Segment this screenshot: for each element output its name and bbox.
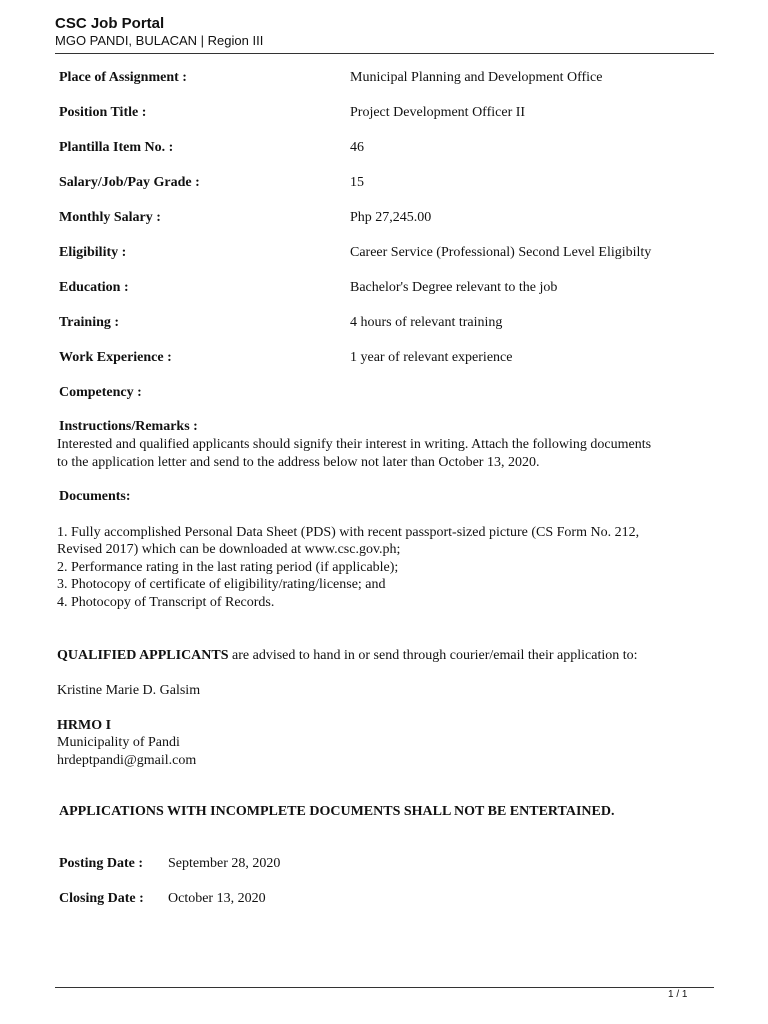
instructions-line: Interested and qualified applicants should signify their interest in writing. Attach the following documents [57,437,652,452]
field-label-monthly-salary: Monthly Salary : [59,210,161,225]
field-value-place-of-assignment: Municipal Planning and Development Office [350,70,603,85]
field-label-training: Training : [59,315,120,330]
portal-subtitle: MGO PANDI, BULACAN | Region III [55,33,264,48]
field-label-work-experience: Work Experience : [59,350,172,365]
field-label-position-title: Position Title : [59,105,147,120]
documents-line: 4. Photocopy of Transcript of Records. [57,595,275,610]
incomplete-documents-warning: APPLICATIONS WITH INCOMPLETE DOCUMENTS SHALL NOT BE ENTERTAINED. [59,804,615,819]
field-label-salary-grade: Salary/Job/Pay Grade : [59,175,200,190]
closing-date-label: Closing Date : [59,891,144,906]
field-value-eligibility: Career Service (Professional) Second Level Eligibilty [350,245,652,260]
documents-line: Revised 2017) which can be downloaded at www.csc.gov.ph; [57,542,401,557]
contact-name: Kristine Marie D. Galsim [57,683,201,698]
header-divider [55,53,714,54]
field-value-salary-grade: 15 [350,175,364,190]
footer-divider [55,987,714,988]
field-value-training: 4 hours of relevant training [350,315,503,330]
documents-heading: Documents: [59,489,131,504]
field-value-work-experience: 1 year of relevant experience [350,350,513,365]
page-number: 1 / 1 [668,989,688,1000]
portal-title: CSC Job Portal [55,15,165,32]
field-label-plantilla-item: Plantilla Item No. : [59,140,174,155]
qualified-applicants-note [57,647,638,665]
instructions-line: to the application letter and send to the address below not later than October 13, 2020. [57,455,540,470]
documents-line: 2. Performance rating in the last rating period (if applicable); [57,560,399,575]
contact-office: Municipality of Pandi [57,735,180,750]
qualified-applicants-emphasis: QUALIFIED APPLICANTS [57,648,229,663]
closing-date-value: October 13, 2020 [168,891,266,906]
field-label-eligibility: Eligibility : [59,245,127,260]
contact-position: HRMO I [57,718,112,733]
posting-date-value: September 28, 2020 [168,856,281,871]
field-value-position-title: Project Development Officer II [350,105,526,120]
documents-line: 1. Fully accomplished Personal Data Sheet (PDS) with recent passport-sized picture (CS Form No. 212, [57,525,640,540]
field-value-education: Bachelor's Degree relevant to the job [350,280,558,295]
field-label-competency: Competency : [59,385,142,400]
field-label-education: Education : [59,280,129,295]
field-value-plantilla-item: 46 [350,140,364,155]
posting-date-label: Posting Date : [59,856,143,871]
documents-line: 3. Photocopy of certificate of eligibility/rating/license; and [57,577,386,592]
instructions-heading: Instructions/Remarks : [59,419,198,434]
contact-email: hrdeptpandi@gmail.com [57,753,197,768]
field-value-monthly-salary: Php 27,245.00 [350,210,432,225]
field-label-place-of-assignment: Place of Assignment : [59,70,187,85]
qualified-applicants-text: are advised to hand in or send through courier/email their application to: [228,648,638,663]
